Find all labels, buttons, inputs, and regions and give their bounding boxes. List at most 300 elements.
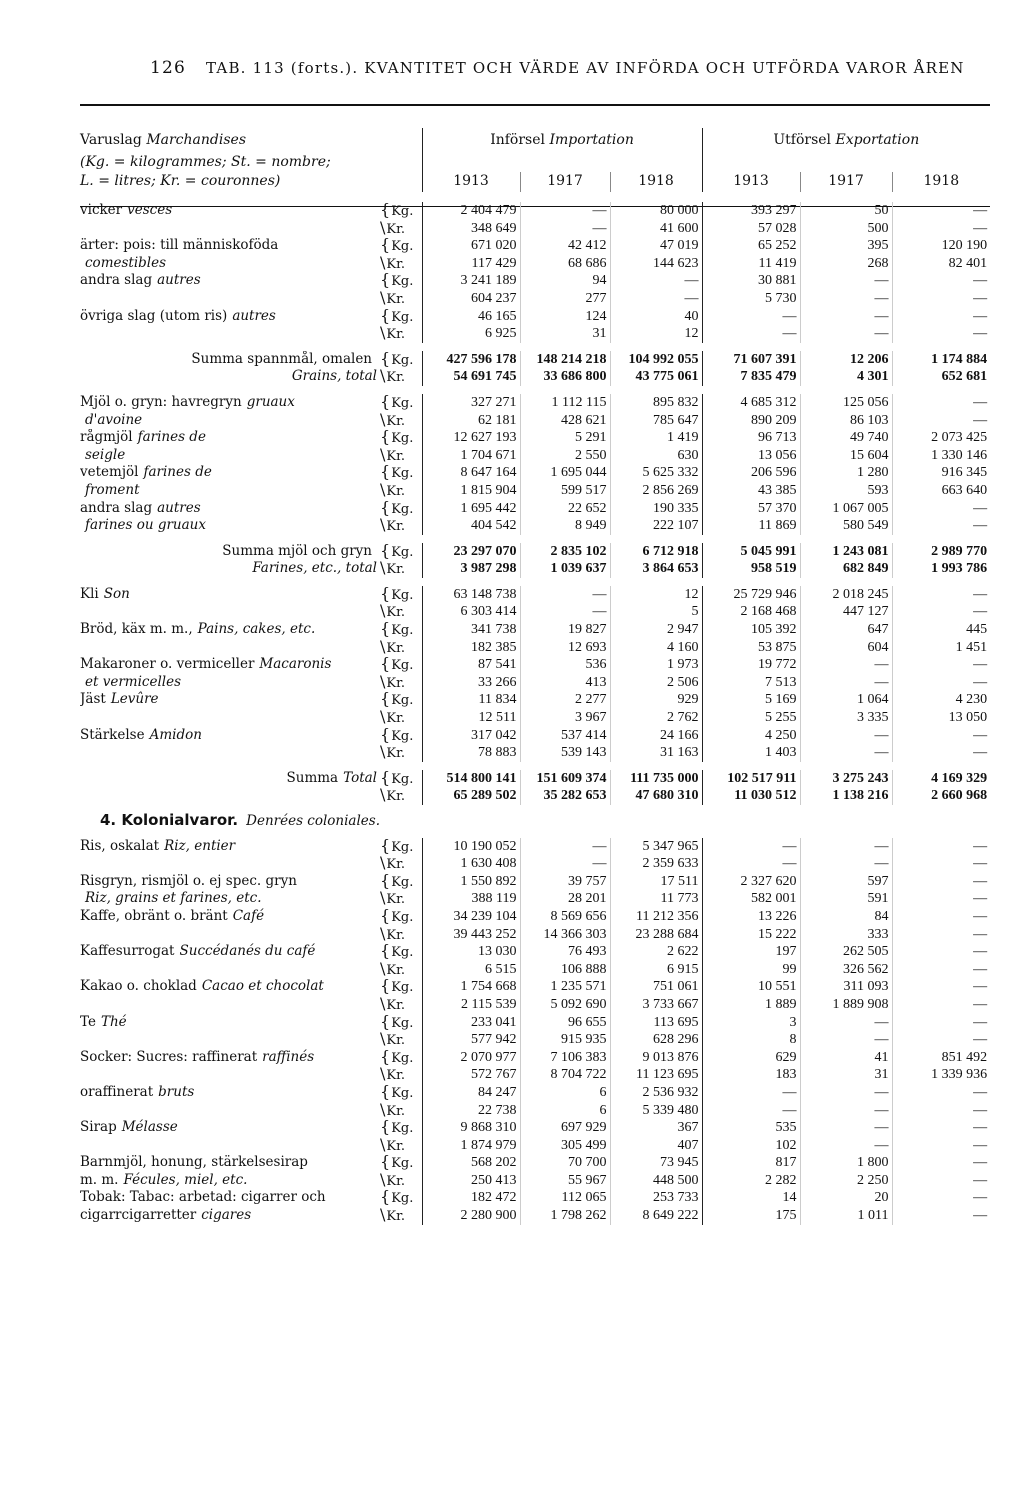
row-label-sv: Summa [286, 769, 339, 786]
value-cell: — [800, 1014, 892, 1032]
value-cell: — [892, 517, 990, 535]
units-note-1: (Kg. = kilogrammes; St. = nombre; [80, 154, 331, 171]
value-cell: 86 103 [800, 412, 892, 430]
brace-icon: \ [380, 707, 386, 727]
trade-table [80, 128, 990, 1225]
unit-cell [380, 1046, 422, 1067]
row-label [80, 394, 380, 412]
row-label-sv: Risgryn, rismjöl o. ej spec. gryn [80, 872, 297, 889]
value-cell: 11 869 [702, 517, 800, 535]
value-cell: 94 [520, 272, 610, 290]
unit-label: Kg. [391, 274, 414, 290]
table-row [80, 1189, 990, 1207]
value-cell: 71 607 391 [702, 351, 800, 369]
value-cell: 1 800 [800, 1154, 892, 1172]
value-cell: 14 [702, 1189, 800, 1207]
value-cell: 1 889 [702, 996, 800, 1014]
row-label-sv: Makaroner o. vermiceller [80, 656, 255, 673]
value-cell: 41 600 [610, 220, 702, 238]
value-cell: 54 691 745 [422, 368, 520, 386]
value-cell: 15 604 [800, 447, 892, 465]
value-cell: 2 762 [610, 709, 702, 727]
unit-cell [380, 767, 422, 788]
row-label [80, 500, 380, 518]
row-label-fr: Son [103, 585, 130, 602]
brace-icon: \ [380, 323, 386, 343]
value-cell: 428 621 [520, 412, 610, 430]
value-cell: 2 277 [520, 691, 610, 709]
value-cell: — [892, 1119, 990, 1137]
row-label [80, 1207, 380, 1225]
unit-cell [380, 583, 422, 604]
year-header: 1917 [520, 172, 610, 192]
row-label-fr: Café [232, 907, 265, 924]
unit-cell [380, 656, 422, 674]
unit-label: Kg. [391, 239, 414, 255]
row-label [80, 926, 380, 944]
row-label-sv: Kaffe, obränt o. bränt [80, 907, 228, 924]
value-cell: 117 429 [422, 255, 520, 273]
value-cell: 104 992 055 [610, 351, 702, 369]
row-label [80, 656, 380, 674]
value-cell: 568 202 [422, 1154, 520, 1172]
value-cell: 8 647 164 [422, 464, 520, 482]
value-cell: 2 622 [610, 943, 702, 961]
value-cell: 82 401 [892, 255, 990, 273]
brace-icon: { [380, 1046, 391, 1066]
table-row [80, 220, 990, 238]
row-label-fr: Pains, cakes, etc. [197, 621, 316, 638]
row-label [80, 1137, 380, 1155]
value-cell: — [892, 202, 990, 220]
value-cell: 78 883 [422, 744, 520, 762]
row-label [80, 586, 380, 604]
brace-icon: { [380, 689, 391, 709]
unit-cell [380, 497, 422, 518]
row-label-fr: autres [157, 499, 201, 516]
value-cell: 13 050 [892, 709, 990, 727]
value-cell: 2 404 479 [422, 202, 520, 220]
row-label [80, 308, 380, 326]
value-cell: 105 392 [702, 621, 800, 639]
unit-cell [380, 479, 422, 500]
value-cell: 12 693 [520, 639, 610, 657]
value-cell: 427 596 178 [422, 351, 520, 369]
brace-icon: { [380, 427, 391, 447]
unit-label: Kg. [391, 623, 414, 639]
row-label-sv: vicker [80, 202, 123, 218]
unit-label: Kg. [391, 587, 414, 603]
table-row [80, 1207, 990, 1225]
unit-label: Kr. [386, 413, 406, 429]
year-header: 1918 [892, 172, 990, 192]
table-row [80, 1102, 990, 1120]
table-row [80, 500, 990, 518]
value-cell: 1 339 936 [892, 1066, 990, 1084]
value-cell: 6 925 [422, 325, 520, 343]
brace-icon: \ [380, 1064, 386, 1084]
unit-cell [380, 305, 422, 326]
table-row [80, 1084, 990, 1102]
unit-label: Kr. [386, 256, 406, 272]
row-label [80, 272, 380, 290]
row-label [80, 325, 380, 343]
value-cell: 102 517 911 [702, 770, 800, 788]
row-label [80, 1189, 380, 1207]
table-title: TAB. 113 (forts.). KVANTITET OCH VÄRDE AV INFÖRDA OCH UTFÖRDA VAROR ÅREN [206, 59, 965, 77]
value-cell: 124 [520, 308, 610, 326]
brace-icon: { [380, 462, 391, 482]
value-cell: 1 993 786 [892, 560, 990, 578]
unit-label: Kg. [391, 309, 414, 325]
value-cell: — [892, 908, 990, 926]
value-cell: — [892, 890, 990, 908]
row-label-fr: vesces [127, 202, 173, 218]
value-cell: 12 [610, 586, 702, 604]
row-label [80, 368, 380, 386]
table-row [80, 1049, 990, 1067]
row-label-sv: rågmjöl [80, 429, 133, 446]
value-cell: — [702, 308, 800, 326]
brace-icon: \ [380, 1134, 386, 1154]
value-cell: 41 [800, 1049, 892, 1067]
value-cell: 4 685 312 [702, 394, 800, 412]
unit-label: Kr. [386, 962, 406, 978]
table-row [80, 656, 990, 674]
value-cell: 3 275 243 [800, 770, 892, 788]
table-row [80, 429, 990, 447]
value-cell: — [800, 272, 892, 290]
value-cell: 1 280 [800, 464, 892, 482]
value-cell: 15 222 [702, 926, 800, 944]
unit-cell [380, 1011, 422, 1032]
value-cell: — [892, 996, 990, 1014]
row-label-sv: Kaffesurrogat [80, 943, 175, 960]
table-row [80, 709, 990, 727]
table-row [80, 838, 990, 856]
value-cell: 12 [610, 325, 702, 343]
brace-icon: \ [380, 853, 386, 873]
value-cell: 8 569 656 [520, 908, 610, 926]
value-cell: 49 740 [800, 429, 892, 447]
brace-icon: { [380, 976, 391, 996]
unit-label: Kr. [386, 562, 406, 578]
value-cell: 31 [520, 325, 610, 343]
brace-icon: \ [380, 409, 386, 429]
value-cell: 12 206 [800, 351, 892, 369]
value-cell: 2 327 620 [702, 873, 800, 891]
row-label-fr: d'avoine [85, 411, 143, 428]
row-label [80, 464, 380, 482]
value-cell: 222 107 [610, 517, 702, 535]
unit-cell [380, 724, 422, 745]
value-cell: 539 143 [520, 744, 610, 762]
unit-cell [380, 368, 422, 386]
value-cell: 851 492 [892, 1049, 990, 1067]
row-label [80, 1102, 380, 1120]
row-label [80, 943, 380, 961]
value-cell: 197 [702, 943, 800, 961]
row-label-fr: Riz, entier [164, 837, 236, 854]
value-cell: — [892, 855, 990, 873]
value-cell: — [892, 412, 990, 430]
value-cell: — [892, 656, 990, 674]
table-row [80, 272, 990, 290]
value-cell: 2 550 [520, 447, 610, 465]
year-header: 1918 [610, 172, 702, 192]
unit-label: Kr. [386, 746, 406, 762]
value-cell: 8 [702, 1031, 800, 1049]
unit-cell [380, 709, 422, 727]
units-note-2: L. = litres; Kr. = couronnes) [80, 173, 281, 190]
value-cell: — [520, 603, 610, 621]
unit-label: Kr. [386, 291, 406, 307]
value-cell: 5 255 [702, 709, 800, 727]
brace-icon: \ [380, 287, 386, 307]
brace-icon: \ [380, 785, 386, 805]
row-label-sv: Socker: Sucres: raffinerat [80, 1048, 258, 1065]
value-cell: 13 056 [702, 447, 800, 465]
row-label-sv: Jäst [80, 691, 106, 708]
unit-cell [380, 429, 422, 447]
row-label [80, 255, 380, 273]
row-label [80, 1014, 380, 1032]
table-row [80, 1119, 990, 1137]
value-cell: 1 815 904 [422, 482, 520, 500]
row-label [80, 1084, 380, 1102]
unit-label: Kg. [391, 658, 414, 674]
row-label-sv: Kli [80, 585, 99, 602]
value-cell: 190 335 [610, 500, 702, 518]
value-cell: 5 169 [702, 691, 800, 709]
value-cell: 1 011 [800, 1207, 892, 1225]
value-cell: 13 226 [702, 908, 800, 926]
brace-icon: \ [380, 558, 386, 578]
row-label [80, 1172, 380, 1190]
unit-label: Kr. [386, 1173, 406, 1189]
unit-cell [380, 560, 422, 578]
row-label-fr: bruts [158, 1083, 195, 1100]
value-cell: 3 335 [800, 709, 892, 727]
row-label-sv: Tobak: Tabac: arbetad: cigarrer och [80, 1189, 326, 1206]
table-row [80, 727, 990, 745]
row-label-fr: et vermicelles [85, 673, 181, 690]
value-cell: — [892, 308, 990, 326]
value-cell: 262 505 [800, 943, 892, 961]
value-cell: 47 019 [610, 237, 702, 255]
value-cell: 6 [520, 1102, 610, 1120]
table-row [80, 394, 990, 412]
value-cell: 2 947 [610, 621, 702, 639]
year-header: 1913 [702, 172, 800, 192]
value-cell: — [892, 1172, 990, 1190]
unit-label: Kg. [391, 909, 414, 925]
value-cell: 57 370 [702, 500, 800, 518]
value-cell: — [892, 926, 990, 944]
value-cell: 65 289 502 [422, 787, 520, 805]
value-cell: 5 347 965 [610, 838, 702, 856]
value-cell: — [892, 961, 990, 979]
section-heading-row [80, 813, 990, 830]
value-cell: 2 018 245 [800, 586, 892, 604]
value-cell: 111 735 000 [610, 770, 702, 788]
value-cell: 785 647 [610, 412, 702, 430]
value-cell: 1 451 [892, 639, 990, 657]
unit-cell [380, 1189, 422, 1207]
value-cell: — [892, 1189, 990, 1207]
row-label-sv: Summa mjöl och gryn [222, 542, 372, 559]
row-label-fr: farines de [143, 464, 212, 481]
row-label-sv: cigarrcigarretter [80, 1207, 197, 1224]
value-cell: 23 288 684 [610, 926, 702, 944]
value-cell: 62 181 [422, 412, 520, 430]
total-row [80, 560, 990, 578]
value-cell: 697 929 [520, 1119, 610, 1137]
table-row [80, 691, 990, 709]
value-cell: 34 239 104 [422, 908, 520, 926]
value-cell: — [892, 727, 990, 745]
table-row [80, 908, 990, 926]
page-header [150, 58, 965, 78]
unit-label: Kr. [386, 605, 406, 621]
export-label: Utförsel [773, 132, 832, 149]
row-label [80, 202, 380, 220]
table-row [80, 1014, 990, 1032]
unit-cell [380, 287, 422, 308]
unit-label: Kr. [386, 519, 406, 535]
unit-label: Kr. [386, 327, 406, 343]
brace-icon: { [380, 583, 391, 603]
brace-icon: \ [380, 888, 386, 908]
value-cell: 448 500 [610, 1172, 702, 1190]
row-label-sv: Ris, oskalat [80, 837, 160, 854]
value-cell: — [892, 1154, 990, 1172]
table-row [80, 890, 990, 908]
unit-label: Kr. [386, 370, 406, 386]
unit-cell [380, 325, 422, 343]
value-cell: — [702, 325, 800, 343]
brace-icon: \ [380, 958, 386, 978]
value-cell: 5 625 332 [610, 464, 702, 482]
value-cell: — [800, 838, 892, 856]
value-cell: 2 280 900 [422, 1207, 520, 1225]
row-label [80, 873, 380, 891]
brace-icon: { [380, 391, 391, 411]
value-cell: 6 915 [610, 961, 702, 979]
value-cell: 182 472 [422, 1189, 520, 1207]
value-cell: 6 515 [422, 961, 520, 979]
value-cell: — [800, 744, 892, 762]
table-row [80, 1066, 990, 1084]
value-cell: 11 123 695 [610, 1066, 702, 1084]
value-cell: 1 235 571 [520, 978, 610, 996]
unit-label: Kr. [386, 448, 406, 464]
value-cell: 647 [800, 621, 892, 639]
value-cell: 895 832 [610, 394, 702, 412]
value-cell: 4 160 [610, 639, 702, 657]
value-cell: 9 868 310 [422, 1119, 520, 1137]
table-row [80, 621, 990, 639]
value-cell: — [892, 1014, 990, 1032]
value-cell: 1 704 671 [422, 447, 520, 465]
value-cell: 206 596 [702, 464, 800, 482]
row-label-fr: comestibles [85, 254, 167, 271]
value-cell: 2 660 968 [892, 787, 990, 805]
unit-label: Kg. [391, 1050, 414, 1066]
unit-label: Kr. [386, 711, 406, 727]
value-cell: 1 798 262 [520, 1207, 610, 1225]
value-cell: — [520, 220, 610, 238]
value-cell: 7 106 383 [520, 1049, 610, 1067]
brace-icon: \ [380, 742, 386, 762]
value-cell: 80 000 [610, 202, 702, 220]
row-label [80, 290, 380, 308]
value-cell: 1 889 908 [800, 996, 892, 1014]
unit-cell [380, 905, 422, 926]
row-label-sv: vetemjöl [80, 464, 139, 481]
value-cell: 250 413 [422, 1172, 520, 1190]
value-cell: 8 649 222 [610, 1207, 702, 1225]
value-cell: 536 [520, 656, 610, 674]
value-cell: 604 237 [422, 290, 520, 308]
unit-label: Kg. [391, 771, 414, 787]
total-row [80, 787, 990, 805]
value-cell: 6 712 918 [610, 543, 702, 561]
value-cell: — [800, 1084, 892, 1102]
value-cell: 305 499 [520, 1137, 610, 1155]
value-cell: 1 330 146 [892, 447, 990, 465]
total-row [80, 351, 990, 369]
value-cell: 84 247 [422, 1084, 520, 1102]
table-row [80, 482, 990, 500]
value-cell: 87 541 [422, 656, 520, 674]
row-label-fr: raffinés [262, 1048, 315, 1065]
value-cell: 125 056 [800, 394, 892, 412]
row-label-sv: Stärkelse [80, 726, 145, 743]
unit-cell [380, 391, 422, 412]
value-cell: 652 681 [892, 368, 990, 386]
table-row [80, 1031, 990, 1049]
brace-icon: \ [380, 993, 386, 1013]
row-label [80, 351, 380, 369]
section-heading [80, 813, 990, 830]
row-label-fr: froment [85, 481, 140, 498]
row-label [80, 482, 380, 500]
value-cell: 326 562 [800, 961, 892, 979]
value-cell: 1 174 884 [892, 351, 990, 369]
value-cell: — [892, 1102, 990, 1120]
value-cell: 628 296 [610, 1031, 702, 1049]
brace-icon: { [380, 905, 391, 925]
brace-icon: { [380, 1117, 391, 1137]
brace-icon: { [380, 1081, 391, 1101]
table-row [80, 202, 990, 220]
table-row [80, 996, 990, 1014]
value-cell: 43 775 061 [610, 368, 702, 386]
brace-icon: { [380, 540, 391, 560]
unit-label: Kg. [391, 839, 414, 855]
value-cell: 1 695 442 [422, 500, 520, 518]
value-cell: 30 881 [702, 272, 800, 290]
value-cell: 277 [520, 290, 610, 308]
value-cell: — [892, 943, 990, 961]
unit-label: Kg. [391, 945, 414, 961]
row-label-sv: Bröd, käx m. m., [80, 621, 193, 638]
value-cell: — [892, 272, 990, 290]
value-cell: 268 [800, 255, 892, 273]
value-cell: — [892, 500, 990, 518]
value-cell: 99 [702, 961, 800, 979]
